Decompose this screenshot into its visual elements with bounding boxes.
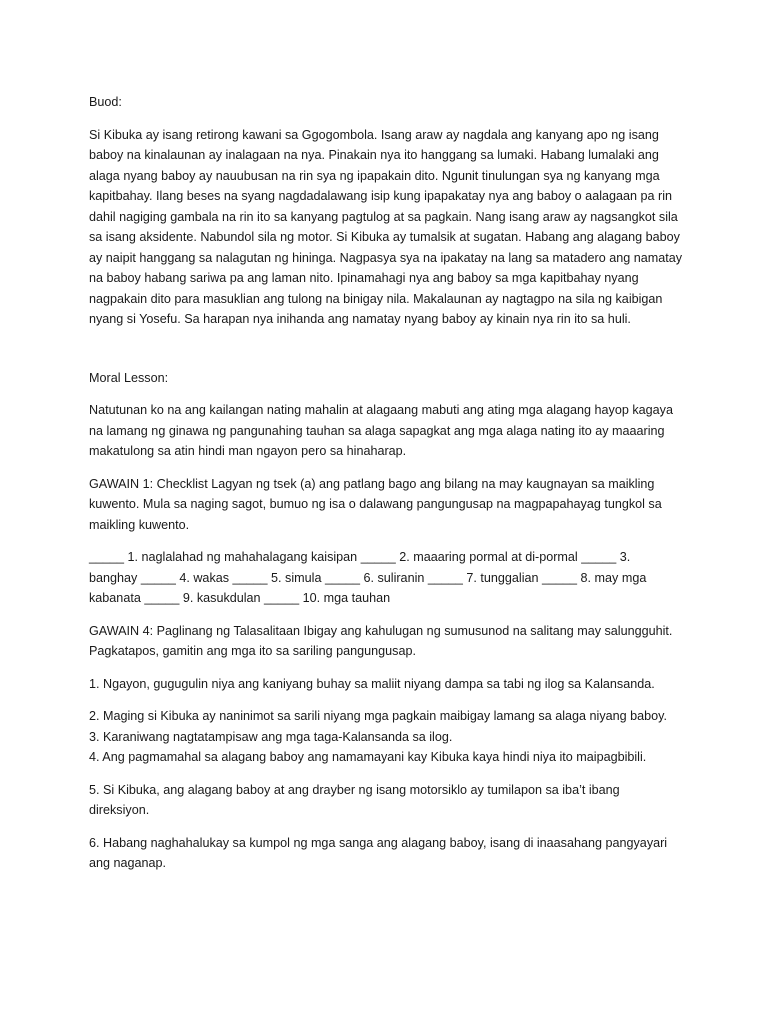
moral-heading: Moral Lesson: <box>89 370 169 385</box>
moral-text: Natutunan ko na ang kailangan nating mahalin at alagaang mabuti ang ating mga alagang hayop kagaya na lamang ng ginawa ng pangunahing tauhan sa alaga sapagkat ang mga alaga nating ito ay maaaring makatulong sa atin hindi man ngayon pero sa hinaharap. <box>89 403 673 458</box>
gawain1-instructions: GAWAIN 1: Checklist Lagyan ng tsek (a) ang patlang bago ang bilang na may kaugnayan sa maikling kuwento. Mula sa naging sagot, bumuo ng isa o dalawang pangungusap na magpapahayag tungkol sa maikling kuwento. <box>89 476 662 532</box>
gawain4-instructions: GAWAIN 4: Paglinang ng Talasalitaan Ibigay ang kahulugan ng sumusunod na salitang may salungguhit. Pagkatapos, gamitin ang mga ito sa sariling pangungusap. <box>89 623 673 658</box>
summary-heading: Buod: <box>89 95 122 109</box>
gawain4-item-6: 6. Habang naghahalukay sa kumpol ng mga sanga ang alagang baboy, isang di inaasahang pangyayari ang naganap. <box>89 835 668 870</box>
document-page <box>89 92 689 874</box>
summary-text: Si Kibuka ay isang retirong kawani sa Ggogombola. Isang araw ay nagdala ang kanyang apo ng isang baboy na kinalaunan ay inalagaan na nya. Pinakain nya ito hanggang sa lumaki. Habang lumalaki ang alaga nyang baboy ay nauubusan na rin sya ng ipapakain dito. Ngunit tinulungan sya ng kanyang mga kapitbahay. Ilang beses na syang nagdadalawang isip kung ipapakatay nya ang baboy o aalagaan pa rin dahil nagiging gambala na rin ito sa kanyang pagtulog at sa pagkain. Nang isang araw ay nagsangkot sila sa isang aksidente. Nabundol sila ng motor. Si Kibuka ay tumalsik at sugatan. Habang ang alagang baboy ay naipit hanggang sa nalagutan ng hininga. Nagpasya sya na ipakatay na lang sa matadero ang namatay na baboy habang sariwa pa ang laman nito. Ipinamahagi nya ang baboy sa mga kapitbahay nyang nagpakain dito para masuklian ang tulong na binigay nila. Makalaunan ay nagtagpo na sila ng kaibigan nyang si Yosefu. Sa harapan nya inihanda ang namatay nyang baboy ay kinain nya rin ito sa huli. <box>89 127 683 326</box>
gawain4-item-3: 3. Karaniwang nagtatampisaw ang mga taga-Kalansanda sa ilog. <box>89 729 453 744</box>
gawain4-item-1: 1. Ngayon, gugugulin niya ang kaniyang buhay sa maliit niyang dampa sa tabi ng ilog sa Kalansanda. <box>89 676 655 691</box>
gawain4-item-4: 4. Ang pagmamahal sa alagang baboy ang namamayani kay Kibuka kaya hindi niya ito maipagbibili. <box>89 750 647 764</box>
gawain4-item-2: 2. Maging si Kibuka ay naninimot sa sarili niyang mga pagkain maibigay lamang sa alaga niyang baboy. <box>89 709 668 723</box>
gawain4-item-5: 5. Si Kibuka, ang alagang baboy at ang drayber ng isang motorsiklo ay tumilapon sa iba’t ibang direksiyon. <box>89 782 620 817</box>
gawain1-checklist: _____ 1. naglalahad ng mahahalagang kaisipan _____ 2. maaaring pormal at di-pormal _____ 3. banghay _____ 4. wakas _____ 5. simula _____ 6. suliranin _____ 7. tunggalian _____ 8. may mga kabanata _____ 9. kasukdulan _____ 10. mga tauhan <box>89 550 647 605</box>
